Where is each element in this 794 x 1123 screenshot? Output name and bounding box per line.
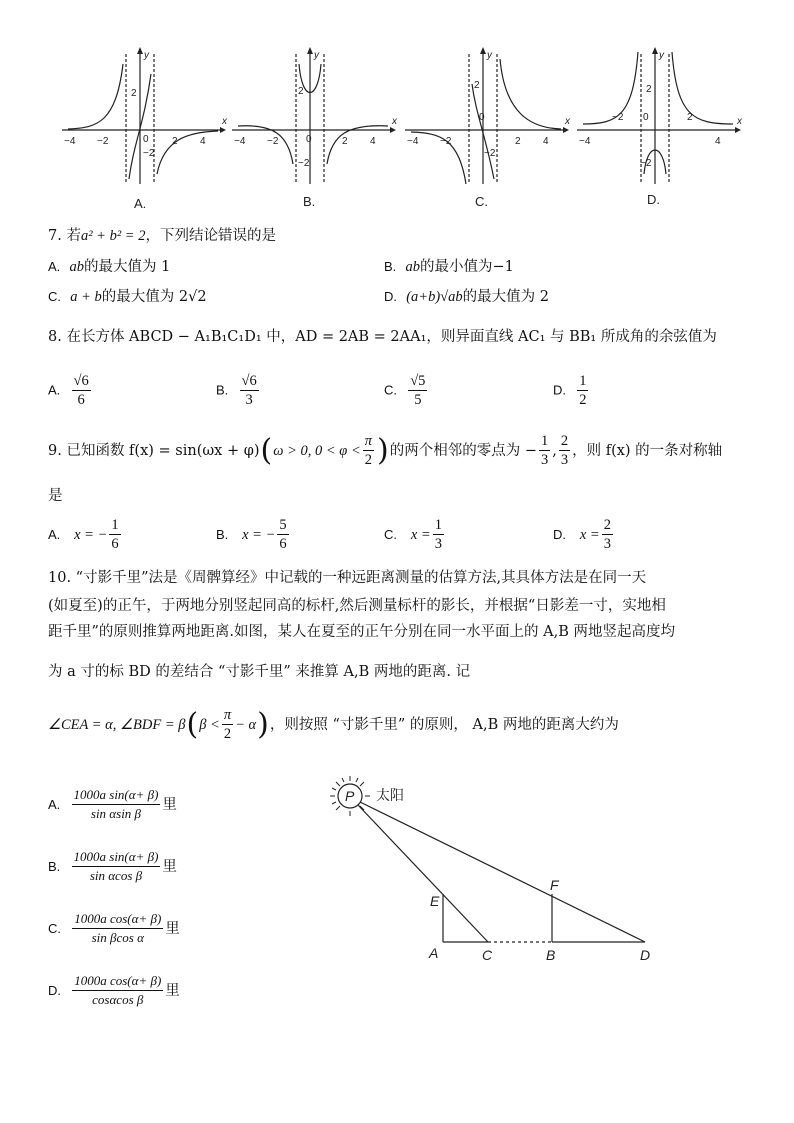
- q8-option-b[interactable]: B. $\frac{√6}{3}$: [216, 373, 257, 408]
- point-label-b: B: [546, 947, 556, 963]
- q9-option-b[interactable]: B. x = − $\frac{5}{6}$: [216, 517, 287, 552]
- origin-label: 0: [479, 112, 485, 123]
- q9-stem-cont: 是: [48, 488, 63, 504]
- origin-label: 0: [143, 134, 149, 145]
- tick-label: 2: [298, 86, 304, 97]
- q8-option-c[interactable]: C. $\frac{√5}{5}$: [384, 373, 426, 408]
- tick-label: −2: [143, 148, 155, 159]
- q9-option-c[interactable]: C. x = $\frac{1}{3}$: [384, 517, 442, 552]
- tick-label: −4: [64, 136, 76, 147]
- sun-label: 太阳: [376, 787, 404, 803]
- q10-figure: [320, 768, 670, 968]
- tick-label: −2: [97, 136, 109, 147]
- axis-label-y: y: [487, 50, 492, 61]
- axis-label-x: x: [737, 116, 742, 127]
- tick-label: −2: [298, 158, 310, 169]
- q10-option-c[interactable]: C. $\frac{\text{1000a cos(α+ β)}}{\text{sin βcos α}}$ 里: [48, 911, 180, 945]
- tick-label: 4: [715, 136, 721, 147]
- q8-option-d[interactable]: D. $\frac{1}{2}$: [553, 373, 587, 408]
- tick-label: −2: [612, 112, 624, 123]
- point-label-d: D: [640, 947, 651, 963]
- q10-option-a[interactable]: A. $\frac{\text{1000a sin(α+ β)}}{\text{sin αsin β}}$ 里: [48, 787, 177, 821]
- q7-option-b[interactable]: B. ab的最小值为−1: [384, 259, 514, 275]
- q7-stem: 7. 若a² + b² = 2，下列结论错误的是: [48, 228, 276, 244]
- tick-label: −4: [407, 136, 419, 147]
- tick-label: 2: [687, 112, 693, 123]
- q10-line-3: 距千里”的原则推算两地距离.如图，某人在夏至的正午分别在同一水平面上的 A,B 两地竖起高度均: [48, 624, 675, 640]
- graph-label-b: B.: [303, 194, 316, 209]
- tick-label: −4: [234, 136, 246, 147]
- tick-label: 4: [370, 136, 376, 147]
- graph-label-d: D.: [647, 192, 660, 207]
- tick-label: 2: [515, 136, 521, 147]
- point-label-e: E: [430, 893, 440, 909]
- point-label-a: A: [429, 945, 439, 961]
- q10-option-b[interactable]: B. $\frac{\text{1000a sin(α+ β)}}{\text{sin αcos β}}$ 里: [48, 849, 177, 883]
- q7-option-d[interactable]: D. (a+b)√ab的最大值为 2: [384, 289, 549, 305]
- q8-stem: 8. 在长方体 ABCD − A₁B₁C₁D₁ 中，AD = 2AB = 2AA₁，则异面直线 AC₁ 与 BB₁ 所成角的余弦值为: [48, 329, 717, 345]
- axis-label-y: y: [144, 50, 149, 61]
- graph-label-a: A.: [134, 196, 147, 211]
- q7-option-a[interactable]: A. ab的最大值为 1: [48, 259, 171, 275]
- q10-line-4: 为 a 寸的标 BD 的差结合 “寸影千里” 来推算 A,B 两地的距离. 记: [48, 664, 471, 680]
- graph-d: [577, 52, 735, 184]
- axis-label-y: y: [314, 50, 319, 61]
- tick-label: 4: [543, 136, 549, 147]
- tick-label: −4: [579, 136, 591, 147]
- axis-label-x: x: [392, 116, 397, 127]
- q10-line-2: (如夏至)的正午，于两地分别竖起同高的标杆,然后测量标杆的影长，并根据“日影差一寸，实地相: [48, 598, 666, 614]
- tick-label: −2: [440, 136, 452, 147]
- origin-label: 0: [643, 112, 649, 123]
- q9-stem: 9. 已知函数 f(x) = sin(ωx + φ) ( ω > 0, 0 < φ < $\frac{\pi}{2}$ ) 的两个相邻的零点为 − $\frac{1}{3}$ , $\frac{2}{3}$ ，则 f(x) 的一条对称轴: [48, 432, 723, 468]
- point-label-p: P: [345, 788, 355, 804]
- axis-label-x: x: [565, 116, 570, 127]
- q10-line-5: ∠CEA = α, ∠BDF = β ( β < $\frac{\pi}{2}$ − α ) ，则按照 “寸影千里” 的原则， A,B 两地的距离大约为: [48, 706, 619, 742]
- axis-label-y: y: [659, 50, 664, 61]
- tick-label: 2: [474, 80, 480, 91]
- function-graphs: [58, 44, 748, 216]
- tick-label: 2: [131, 88, 137, 99]
- tick-label: −2: [484, 148, 496, 159]
- graph-a: [62, 54, 220, 184]
- q10-option-d[interactable]: D. $\frac{\text{1000a cos(α+ β)}}{\text{cosαcos β}}$ 里: [48, 973, 180, 1007]
- q9-option-d[interactable]: D. x = $\frac{2}{3}$: [553, 517, 611, 552]
- tick-label: 2: [172, 136, 178, 147]
- q8-option-a[interactable]: A. $\frac{√6}{6}$: [48, 373, 89, 408]
- q9-option-a[interactable]: A. x = − $\frac{1}{6}$: [48, 517, 119, 552]
- tick-label: −2: [640, 158, 652, 169]
- graph-label-c: C.: [475, 194, 488, 209]
- q10-line-1: 10. “寸影千里”法是《周髀算经》中记载的一种远距离测量的估算方法,其具体方法是在同一天: [48, 570, 647, 586]
- tick-label: −2: [267, 136, 279, 147]
- tick-label: 2: [646, 84, 652, 95]
- point-label-f: F: [550, 877, 559, 893]
- origin-label: 0: [306, 134, 312, 145]
- tick-label: 4: [200, 136, 206, 147]
- tick-label: 2: [342, 136, 348, 147]
- graph-b: [232, 54, 390, 184]
- point-label-c: C: [482, 947, 493, 963]
- axis-label-x: x: [222, 116, 227, 127]
- q7-option-c[interactable]: C. a + b的最大值为 2√2: [48, 289, 207, 305]
